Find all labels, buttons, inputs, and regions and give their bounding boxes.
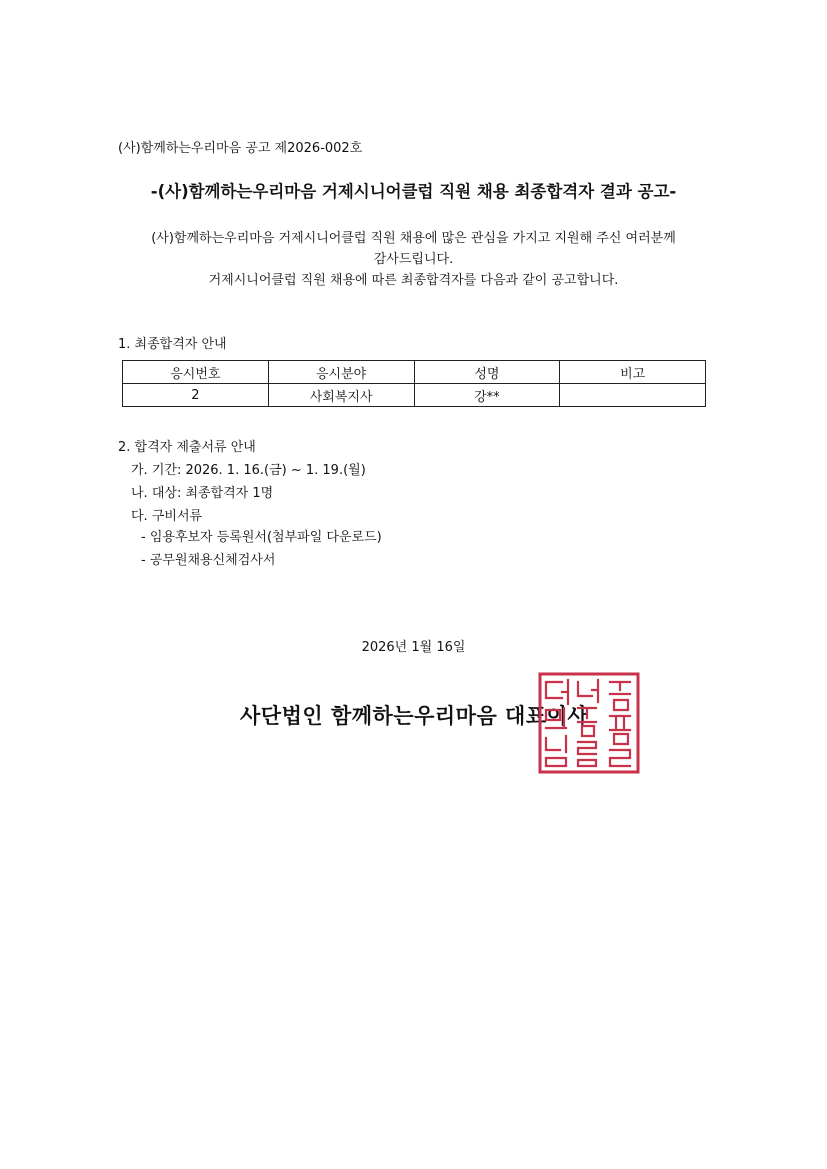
table-header-row xyxy=(123,361,706,384)
final-results-table xyxy=(122,360,706,407)
cell-exam-number: 2 xyxy=(123,384,269,407)
required-doc-item: - 공무원채용신체검사서 xyxy=(141,553,276,568)
intro-line-3: 거제시니어클럽 직원 채용에 따른 최종합격자를 다음과 같이 공고합니다. xyxy=(208,273,619,288)
intro-paragraph xyxy=(100,228,727,291)
section-2-heading: 2. 합격자 제출서류 안내 xyxy=(118,440,256,455)
required-docs-heading: 다. 구비서류 xyxy=(131,509,203,524)
document-number: (사)함께하는우리마음 공고 제2026-002호 xyxy=(118,141,363,156)
submission-target: 나. 대상: 최종합격자 1명 xyxy=(131,486,274,501)
required-doc-item: - 임용후보자 등록원서(첨부파일 다운로드) xyxy=(141,530,382,545)
table-row xyxy=(123,384,706,407)
submission-period: 가. 기간: 2026. 1. 16.(금) ~ 1. 19.(월) xyxy=(131,463,366,478)
column-header-remarks: 비고 xyxy=(560,361,706,384)
column-header-field: 응시분야 xyxy=(268,361,414,384)
column-header-name: 성명 xyxy=(414,361,560,384)
cell-name: 강** xyxy=(414,384,560,407)
signer-name: 사단법인 함께하는우리마음 대표이사 xyxy=(240,704,589,728)
section-1-heading: 1. 최종합격자 안내 xyxy=(118,337,227,352)
column-header-exam-number: 응시번호 xyxy=(123,361,269,384)
official-seal-icon xyxy=(538,672,640,774)
intro-line-1: (사)함께하는우리마음 거제시니어클럽 직원 채용에 많은 관심을 가지고 지원해 주신 여러분께 xyxy=(151,231,676,246)
cell-field: 사회복지사 xyxy=(268,384,414,407)
announcement-date: 2026년 1월 16일 xyxy=(361,640,466,655)
cell-remarks xyxy=(560,384,706,407)
page-title: -(사)함께하는우리마음 거제시니어클럽 직원 채용 최종합격자 결과 공고- xyxy=(150,182,677,201)
intro-line-2: 감사드립니다. xyxy=(373,252,454,267)
